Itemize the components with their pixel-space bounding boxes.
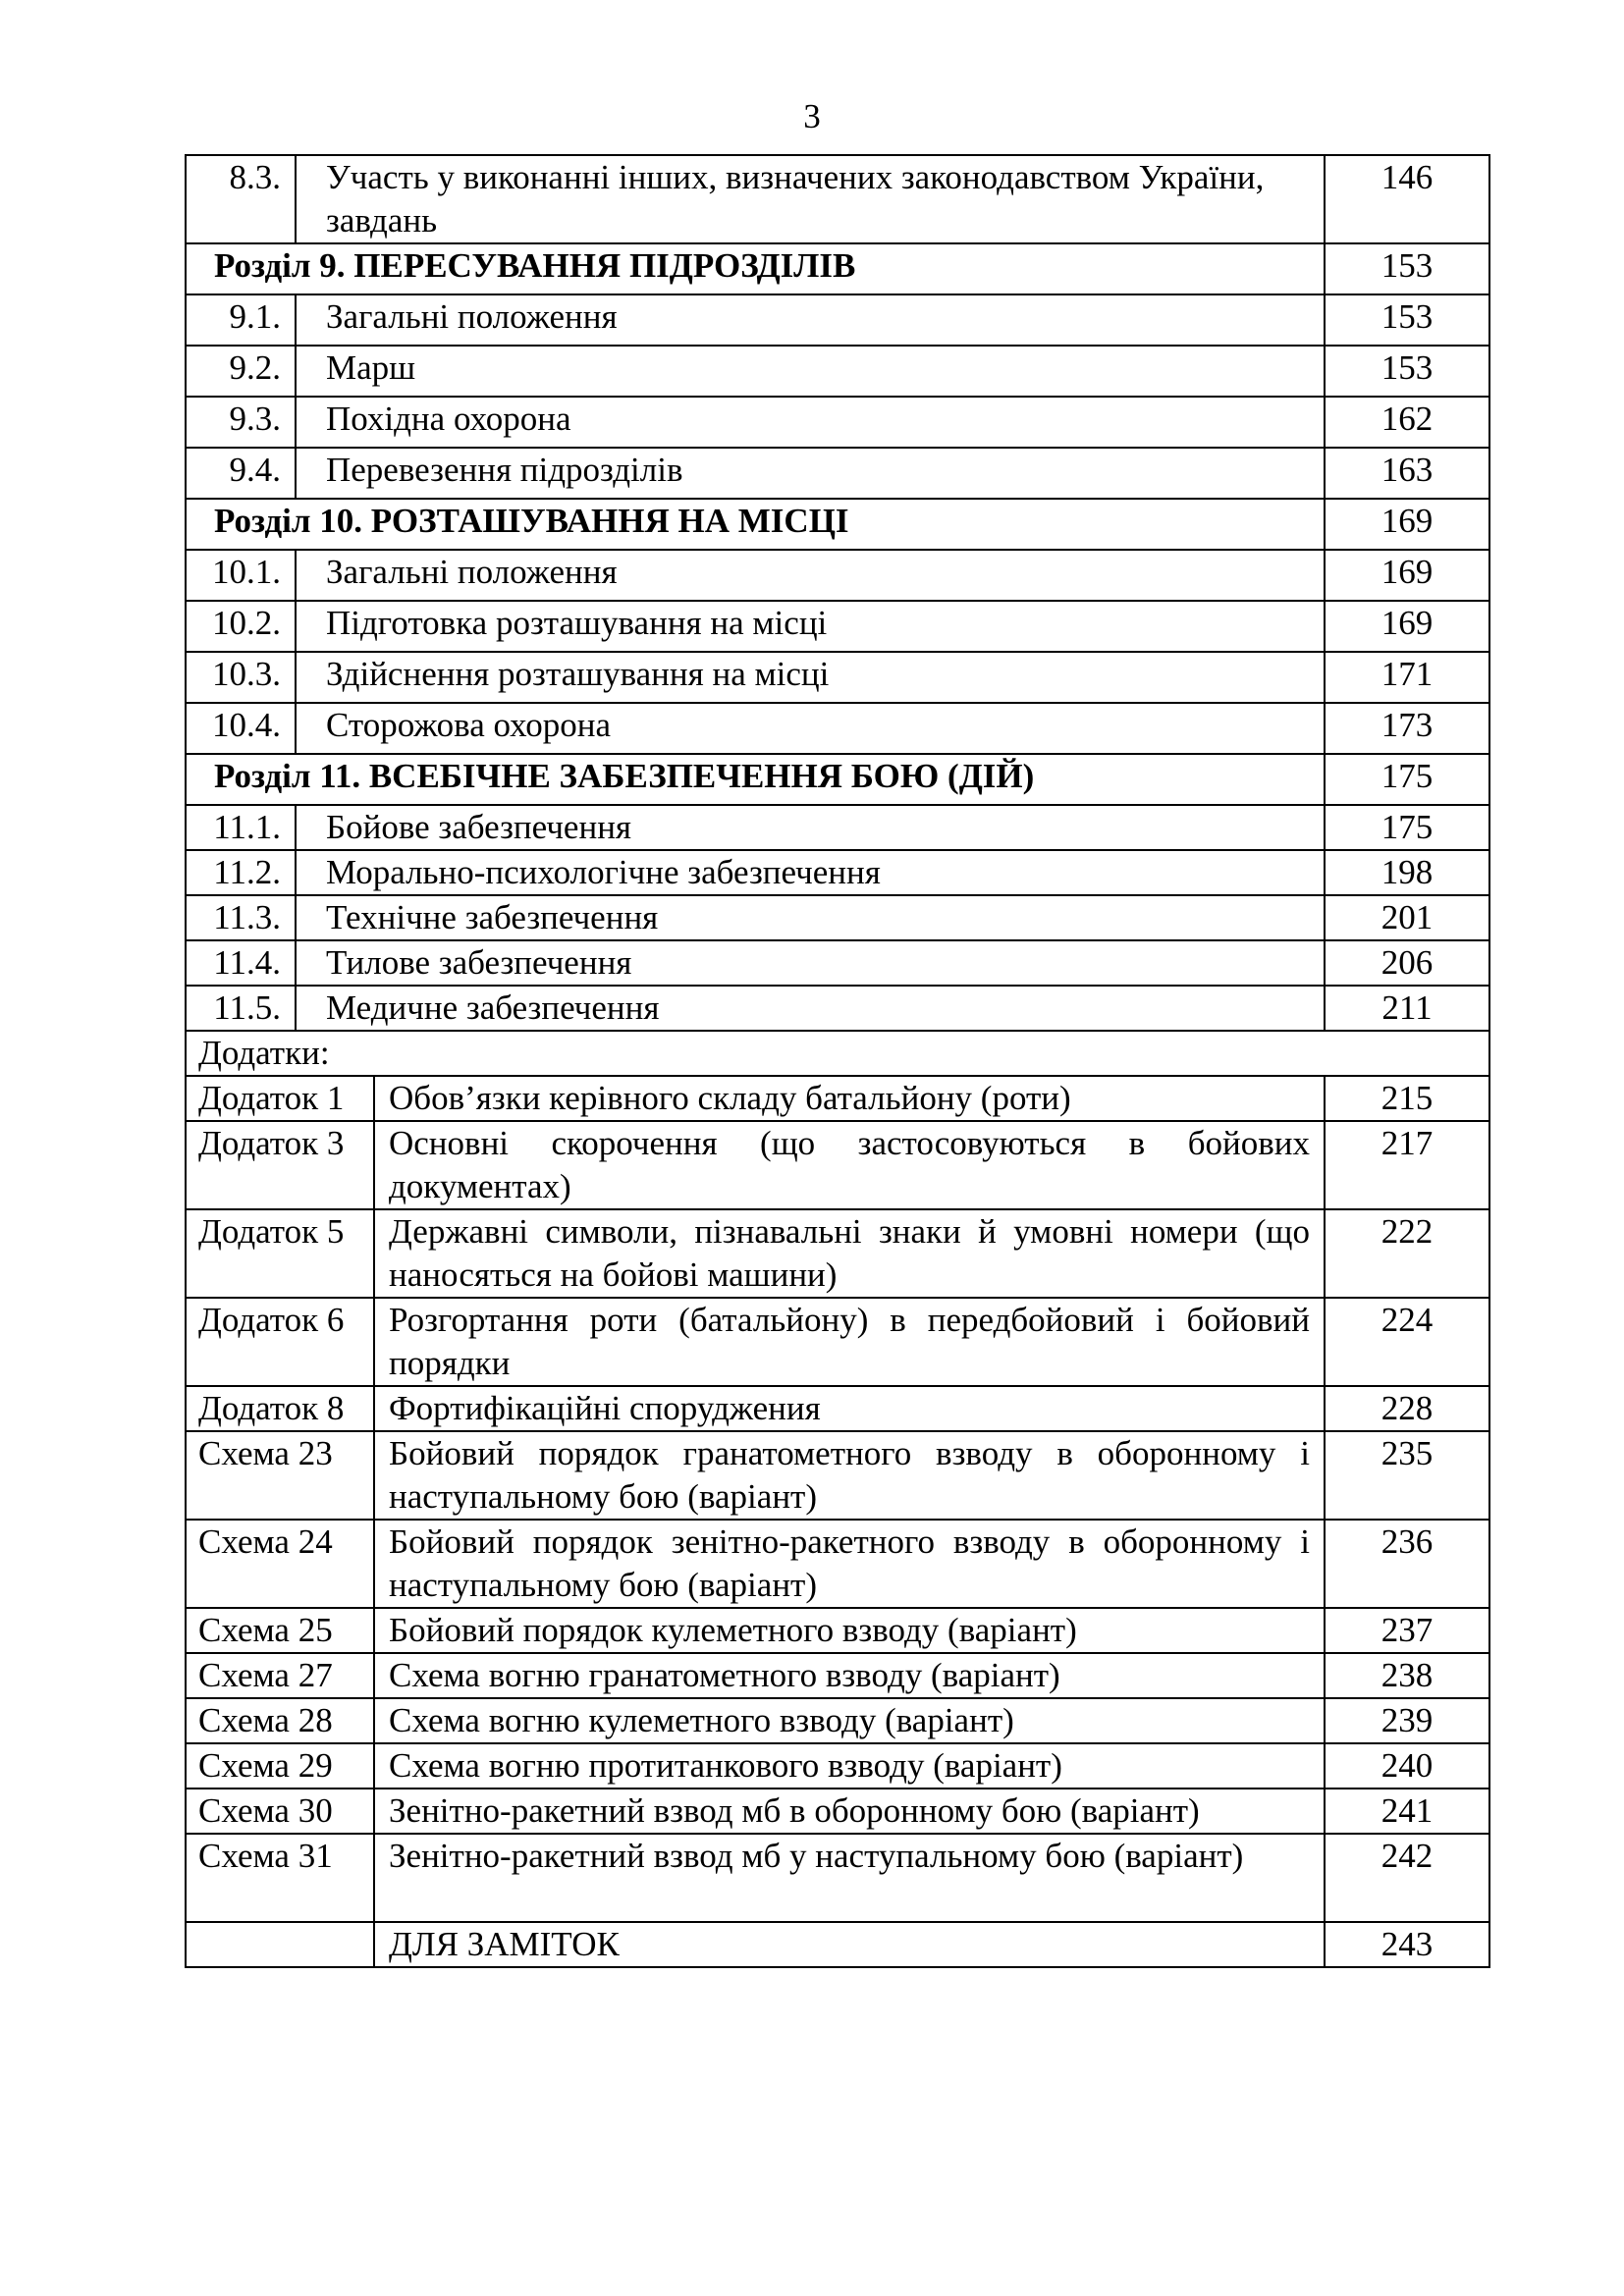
item-title: Загальні положення: [296, 550, 1325, 601]
appendix-title: Зенітно-ракетний взвод мб у наступальному бою (варіант): [374, 1834, 1325, 1922]
item-title: Морально-психологічне забезпечення: [296, 850, 1325, 895]
appendix-label-row: [186, 1031, 1489, 1076]
item-title: Марш: [296, 346, 1325, 397]
page-number: 3: [803, 97, 821, 135]
item-page: 198: [1325, 850, 1489, 895]
appendix-title: Обов’язки керівного складу батальйону (роти): [374, 1076, 1325, 1121]
item-number: 11.4.: [186, 940, 296, 986]
toc-body: [186, 155, 1489, 1967]
section-title: Розділ 9. ПЕРЕСУВАННЯ ПІДРОЗДІЛІВ: [186, 243, 1325, 294]
appendix-page: 239: [1325, 1698, 1489, 1743]
item-page: 206: [1325, 940, 1489, 986]
section-title: Розділ 10. РОЗТАШУВАННЯ НА МІСЦІ: [186, 499, 1325, 550]
item-page: 211: [1325, 986, 1489, 1031]
appendix-page: 235: [1325, 1431, 1489, 1520]
item-page: 169: [1325, 550, 1489, 601]
appendix-title: Державні символи, пізнавальні знаки й умовні номери (що наносяться на бойові машини): [374, 1209, 1325, 1298]
item-number: 11.5.: [186, 986, 296, 1031]
toc-item-row: [186, 940, 1489, 986]
item-title: Технічне забезпечення: [296, 895, 1325, 940]
item-page: 175: [1325, 805, 1489, 850]
appendix-number: Додаток 3: [186, 1121, 374, 1209]
item-title: Тилове забезпечення: [296, 940, 1325, 986]
appendix-page: 242: [1325, 1834, 1489, 1922]
item-number: 11.2.: [186, 850, 296, 895]
appendix-title: Фортифікаційні споруджения: [374, 1386, 1325, 1431]
appendix-page: 222: [1325, 1209, 1489, 1298]
item-page: 163: [1325, 448, 1489, 499]
appendix-row: [186, 1520, 1489, 1608]
appendix-row: [186, 1298, 1489, 1386]
item-title: Бойове забезпечення: [296, 805, 1325, 850]
appendix-number: [186, 1922, 374, 1967]
toc-item-row: [186, 397, 1489, 448]
appendix-title: Основні скорочення (що застосовуються в бойових документах): [374, 1121, 1325, 1209]
appendix-page: 238: [1325, 1653, 1489, 1698]
item-page: 201: [1325, 895, 1489, 940]
appendix-page: 228: [1325, 1386, 1489, 1431]
appendix-page: 217: [1325, 1121, 1489, 1209]
appendix-number: Додаток 8: [186, 1386, 374, 1431]
toc-item-row: [186, 652, 1489, 703]
item-title: Перевезення підрозділів: [296, 448, 1325, 499]
appendix-number: Схема 24: [186, 1520, 374, 1608]
item-title: Загальні положення: [296, 294, 1325, 346]
section-page: 153: [1325, 243, 1489, 294]
toc-section-row: [186, 243, 1489, 294]
section-page: 169: [1325, 499, 1489, 550]
section-title: Розділ 11. ВСЕБІЧНЕ ЗАБЕЗПЕЧЕННЯ БОЮ (ДІЙ): [186, 754, 1325, 805]
item-page: 162: [1325, 397, 1489, 448]
item-title: Участь у виконанні інших, визначених законодавством України, завдань: [296, 155, 1325, 243]
item-page: 173: [1325, 703, 1489, 754]
item-number: 9.3.: [186, 397, 296, 448]
toc-section-row: [186, 754, 1489, 805]
toc-item-row: [186, 986, 1489, 1031]
appendix-label: Додатки:: [186, 1031, 1489, 1076]
toc-item-row: [186, 850, 1489, 895]
appendix-page: 224: [1325, 1298, 1489, 1386]
item-title: Похідна охорона: [296, 397, 1325, 448]
appendix-number: Схема 29: [186, 1743, 374, 1789]
item-page: 153: [1325, 294, 1489, 346]
appendix-number: Схема 25: [186, 1608, 374, 1653]
appendix-title: Бойовий порядок кулеметного взводу (варіант): [374, 1608, 1325, 1653]
appendix-page: 243: [1325, 1922, 1489, 1967]
toc-item-row: [186, 448, 1489, 499]
appendix-row: [186, 1922, 1489, 1967]
appendix-title: Зенітно-ракетний взвод мб в оборонному бою (варіант): [374, 1789, 1325, 1834]
appendix-title: Схема вогню протитанкового взводу (варіант): [374, 1743, 1325, 1789]
appendix-row: [186, 1698, 1489, 1743]
appendix-number: Додаток 5: [186, 1209, 374, 1298]
appendix-page: 215: [1325, 1076, 1489, 1121]
appendix-row: [186, 1431, 1489, 1520]
appendix-title: Бойовий порядок зенітно-ракетного взводу в оборонному і наступальному бою (варіант): [374, 1520, 1325, 1608]
appendix-page: 240: [1325, 1743, 1489, 1789]
item-number: 9.1.: [186, 294, 296, 346]
toc-item-row: [186, 601, 1489, 652]
appendix-row: [186, 1743, 1489, 1789]
appendix-title: Схема вогню гранатометного взводу (варіант): [374, 1653, 1325, 1698]
appendix-row: [186, 1209, 1489, 1298]
item-page: 171: [1325, 652, 1489, 703]
toc-item-row: [186, 703, 1489, 754]
item-number: 10.4.: [186, 703, 296, 754]
item-title: Сторожова охорона: [296, 703, 1325, 754]
appendix-row: [186, 1076, 1489, 1121]
appendix-row: [186, 1608, 1489, 1653]
toc-item-row: [186, 550, 1489, 601]
appendix-number: Схема 27: [186, 1653, 374, 1698]
appendix-number: Схема 28: [186, 1698, 374, 1743]
appendix-row: [186, 1653, 1489, 1698]
toc-item-row: [186, 805, 1489, 850]
item-title: Підготовка розташування на місці: [296, 601, 1325, 652]
item-number: 10.3.: [186, 652, 296, 703]
item-page: 153: [1325, 346, 1489, 397]
toc-item-row: [186, 346, 1489, 397]
table-of-contents: [185, 154, 1490, 1968]
appendix-page: 241: [1325, 1789, 1489, 1834]
appendix-page: 237: [1325, 1608, 1489, 1653]
item-page: 146: [1325, 155, 1489, 243]
section-page: 175: [1325, 754, 1489, 805]
item-number: 11.1.: [186, 805, 296, 850]
item-title: Здійснення розташування на місці: [296, 652, 1325, 703]
appendix-title: Бойовий порядок гранатометного взводу в оборонному і наступальному бою (варіант): [374, 1431, 1325, 1520]
item-number: 9.4.: [186, 448, 296, 499]
appendix-row: [186, 1834, 1489, 1922]
appendix-number: Схема 23: [186, 1431, 374, 1520]
item-page: 169: [1325, 601, 1489, 652]
appendix-row: [186, 1121, 1489, 1209]
appendix-row: [186, 1789, 1489, 1834]
appendix-number: Додаток 6: [186, 1298, 374, 1386]
item-number: 10.1.: [186, 550, 296, 601]
item-number: 10.2.: [186, 601, 296, 652]
toc-item-row: [186, 294, 1489, 346]
item-number: 9.2.: [186, 346, 296, 397]
item-number: 11.3.: [186, 895, 296, 940]
appendix-row: [186, 1386, 1489, 1431]
appendix-number: Схема 31: [186, 1834, 374, 1922]
appendix-page: 236: [1325, 1520, 1489, 1608]
item-number: 8.3.: [186, 155, 296, 243]
appendix-number: Схема 30: [186, 1789, 374, 1834]
appendix-title: Розгортання роти (батальйону) в передбойовий і бойовий порядки: [374, 1298, 1325, 1386]
appendix-title: ДЛЯ ЗАМІТОК: [374, 1922, 1325, 1967]
toc-section-row: [186, 499, 1489, 550]
item-title: Медичне забезпечення: [296, 986, 1325, 1031]
toc-item-row: [186, 895, 1489, 940]
toc-item-row: [186, 155, 1489, 243]
appendix-number: Додаток 1: [186, 1076, 374, 1121]
appendix-title: Схема вогню кулеметного взводу (варіант): [374, 1698, 1325, 1743]
